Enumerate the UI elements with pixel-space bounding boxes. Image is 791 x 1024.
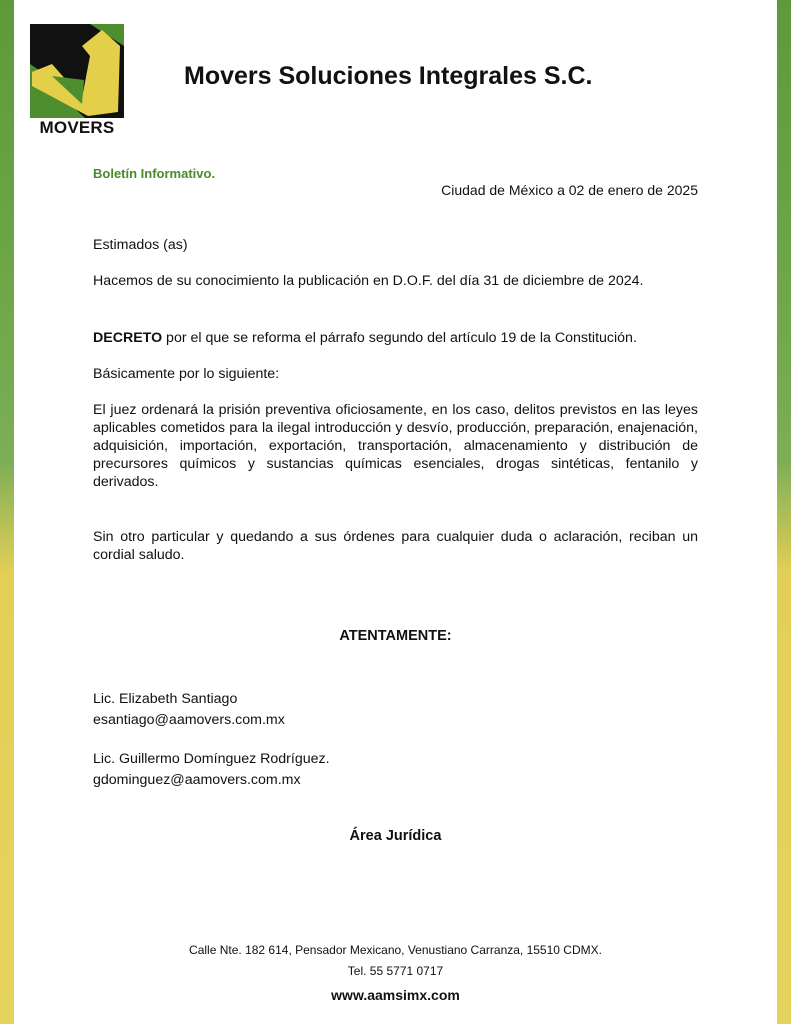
footer-website[interactable]: www.aamsimx.com xyxy=(331,987,460,1003)
decree-paragraph xyxy=(93,329,698,347)
date-line: Ciudad de México a 02 de enero de 2025 xyxy=(441,182,698,198)
logo-text: MOVERS xyxy=(39,118,115,137)
bulletin-label: Boletín Informativo. xyxy=(93,166,216,181)
left-border-stripe xyxy=(0,0,14,1024)
signatory-1 xyxy=(93,689,285,731)
signatory-email[interactable]: esantiago@aamovers.com.mx xyxy=(93,712,285,728)
attentively-label: ATENTAMENTE: xyxy=(339,628,452,644)
footer-phone: Tel. 55 5771 0717 xyxy=(347,964,444,978)
greeting: Estimados (as) xyxy=(93,237,188,253)
right-border-stripe xyxy=(777,0,791,1024)
movers-logo-icon xyxy=(30,24,124,118)
closing-paragraph: Sin otro particular y quedando a sus órdenes para cualquier duda o aclaración, reciban un cordial saludo. xyxy=(93,529,698,563)
department-label: Área Jurídica xyxy=(349,828,442,844)
signatory-email[interactable]: gdominguez@aamovers.com.mx xyxy=(93,772,301,788)
signatory-name: Lic. Elizabeth Santiago xyxy=(93,691,238,707)
paragraph-publication: Hacemos de su conocimiento la publicación en D.O.F. del día 31 de diciembre de 2024. xyxy=(93,273,644,289)
company-name: Movers Soluciones Integrales S.C. xyxy=(184,62,593,90)
decree-text: por el que se reforma el párrafo segundo del artículo 19 de la Constitución. xyxy=(162,330,637,346)
paragraph-judge: El juez ordenará la prisión preventiva oficiosamente, en los caso, delitos previstos en las leyes aplicables cometidos para la ilegal introducción y desvío, producción, preparación, enajenación, adquisición, importación, exportación, transportación, almacenamiento y distribución de precursores químicos y sustancias químicas esenciales, drogas sintéticas, fentanilo y derivados. xyxy=(93,402,698,490)
signatory-name: Lic. Guillermo Domínguez Rodríguez. xyxy=(93,751,330,767)
footer-address: Calle Nte. 182 614, Pensador Mexicano, Venustiano Carranza, 15510 CDMX. xyxy=(189,943,602,957)
basically-line: Básicamente por lo siguiente: xyxy=(93,366,280,382)
decree-bold: DECRETO xyxy=(93,330,163,346)
signatory-2 xyxy=(93,749,330,791)
